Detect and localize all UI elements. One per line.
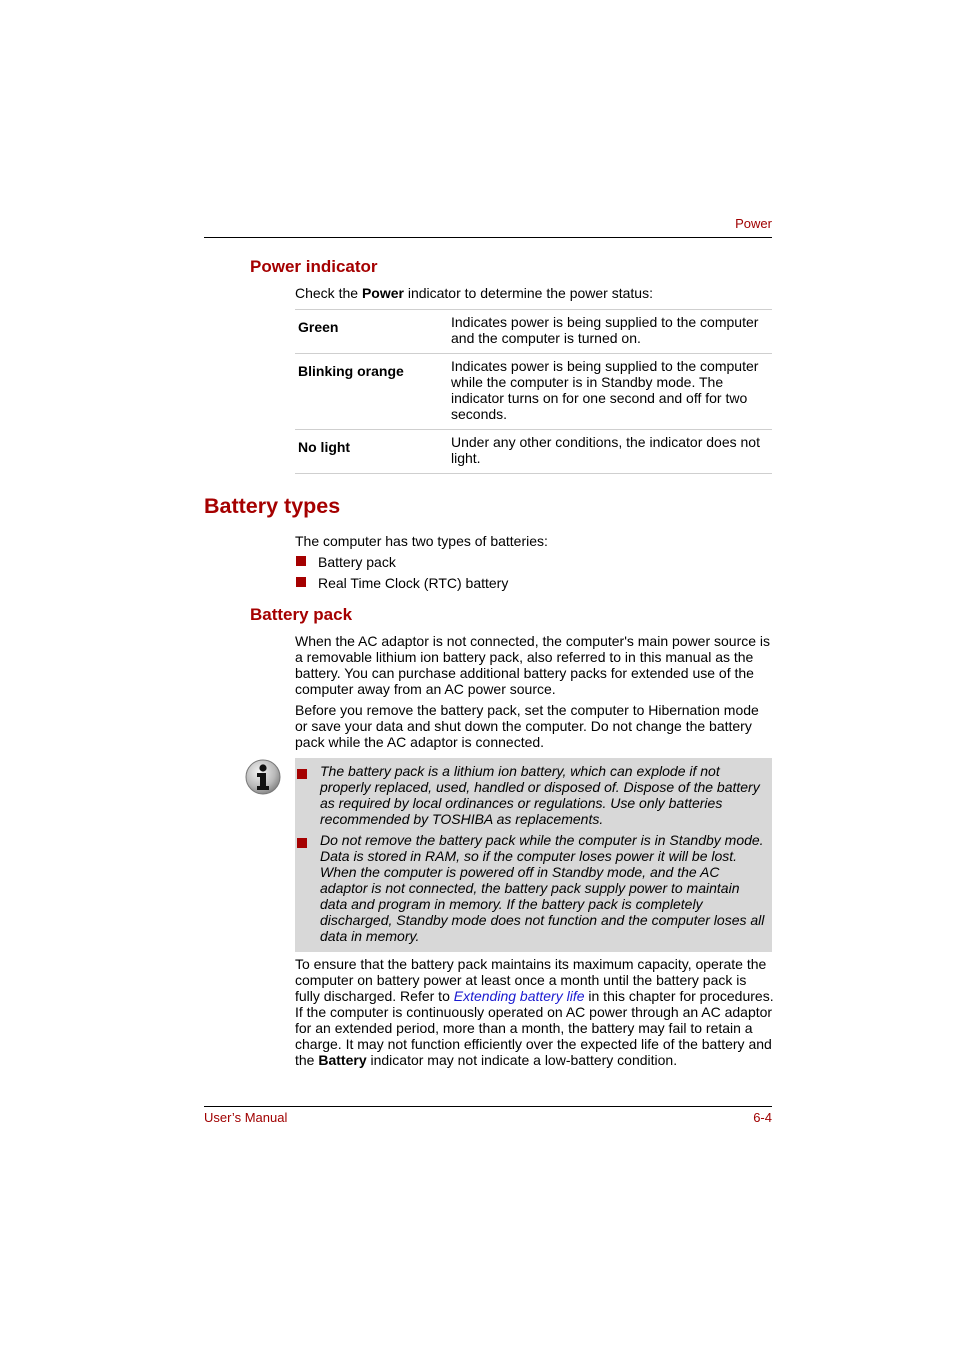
table-row: [295, 430, 772, 474]
square-bullet-icon: [297, 769, 307, 779]
status-term: Green: [295, 310, 448, 354]
square-bullet-icon: [296, 556, 306, 566]
list-item: Real Time Clock (RTC) battery: [295, 575, 775, 596]
battery-pack-body: [295, 633, 775, 755]
square-bullet-icon: [296, 577, 306, 587]
note-list: [295, 758, 772, 944]
running-header: Power: [735, 216, 772, 231]
status-description: Indicates power is being supplied to the computer and the computer is turned on.: [448, 310, 772, 354]
power-status-table: [295, 309, 772, 474]
battery-types-list: [295, 554, 775, 596]
extending-battery-life-link[interactable]: Extending battery life: [453, 988, 585, 1004]
status-description: Under any other conditions, the indicator does not light.: [448, 430, 772, 474]
footer-manual-title: User’s Manual: [204, 1110, 288, 1125]
list-item: Do not remove the battery pack while the computer is in Standby mode. Data is stored in RAM, so if the computer loses power it will be lost. When the computer is powered off in Standby mode, and the AC adaptor is not connected, the battery pack supply power to maintain data and program in memory. If the battery pack is completely discharged, Standby mode does not function and the computer loses all data in memory.: [295, 832, 768, 944]
status-term: Blinking orange: [295, 354, 448, 430]
power-indicator-intro: Check the Power indicator to determine the power status:: [295, 285, 653, 301]
page-number: 6-4: [753, 1110, 772, 1125]
note-box: [295, 758, 772, 952]
list-item: The battery pack is a lithium ion battery, which can explode if not properly replaced, used, handled or disposed of. Dispose of the battery as required by local ordinances or regulations. Use only batteries recommended by TOSHIBA as replacements.: [295, 763, 768, 827]
battery-bold: Battery: [318, 1052, 367, 1068]
battery-maintenance-paragraph: To ensure that the battery pack maintains its maximum capacity, operate the computer on battery power at least once a month until the battery pack is fully discharged. Refer to Extending battery life in this chapter for procedures. If the computer is continuously operated on AC power through an AC adaptor for an extended period, more than a month, the battery may fail to retain a charge. It may not function efficiently over the expected life of the battery and the Battery indicator may not indicate a low-battery condition.: [295, 956, 774, 1068]
status-description: Indicates power is being supplied to the computer while the computer is in Standby mode. The indicator turns on for one second and off for two seconds.: [448, 354, 772, 430]
table-row: [295, 354, 772, 430]
list-item: Battery pack: [295, 554, 775, 575]
paragraph: Before you remove the battery pack, set the computer to Hibernation mode or save your data and shut down the computer. Do not change the battery pack while the AC adaptor is connected.: [295, 702, 759, 750]
header-rule: [204, 237, 772, 238]
power-bold: Power: [361, 285, 404, 301]
table-row: [295, 310, 772, 354]
footer-rule: [204, 1106, 772, 1107]
battery-types-heading: Battery types: [204, 494, 341, 518]
status-term: No light: [295, 430, 448, 474]
square-bullet-icon: [297, 838, 307, 848]
info-icon: [245, 759, 281, 795]
battery-pack-heading: Battery pack: [250, 605, 353, 624]
power-indicator-heading: Power indicator: [250, 257, 378, 276]
paragraph: When the AC adaptor is not connected, the computer's main power source is a removable lithium ion battery pack, also referred to in this manual as the battery. You can purchase additional battery packs for extended use of the computer away from an AC power source.: [295, 633, 771, 697]
battery-types-intro: The computer has two types of batteries:: [295, 533, 548, 549]
